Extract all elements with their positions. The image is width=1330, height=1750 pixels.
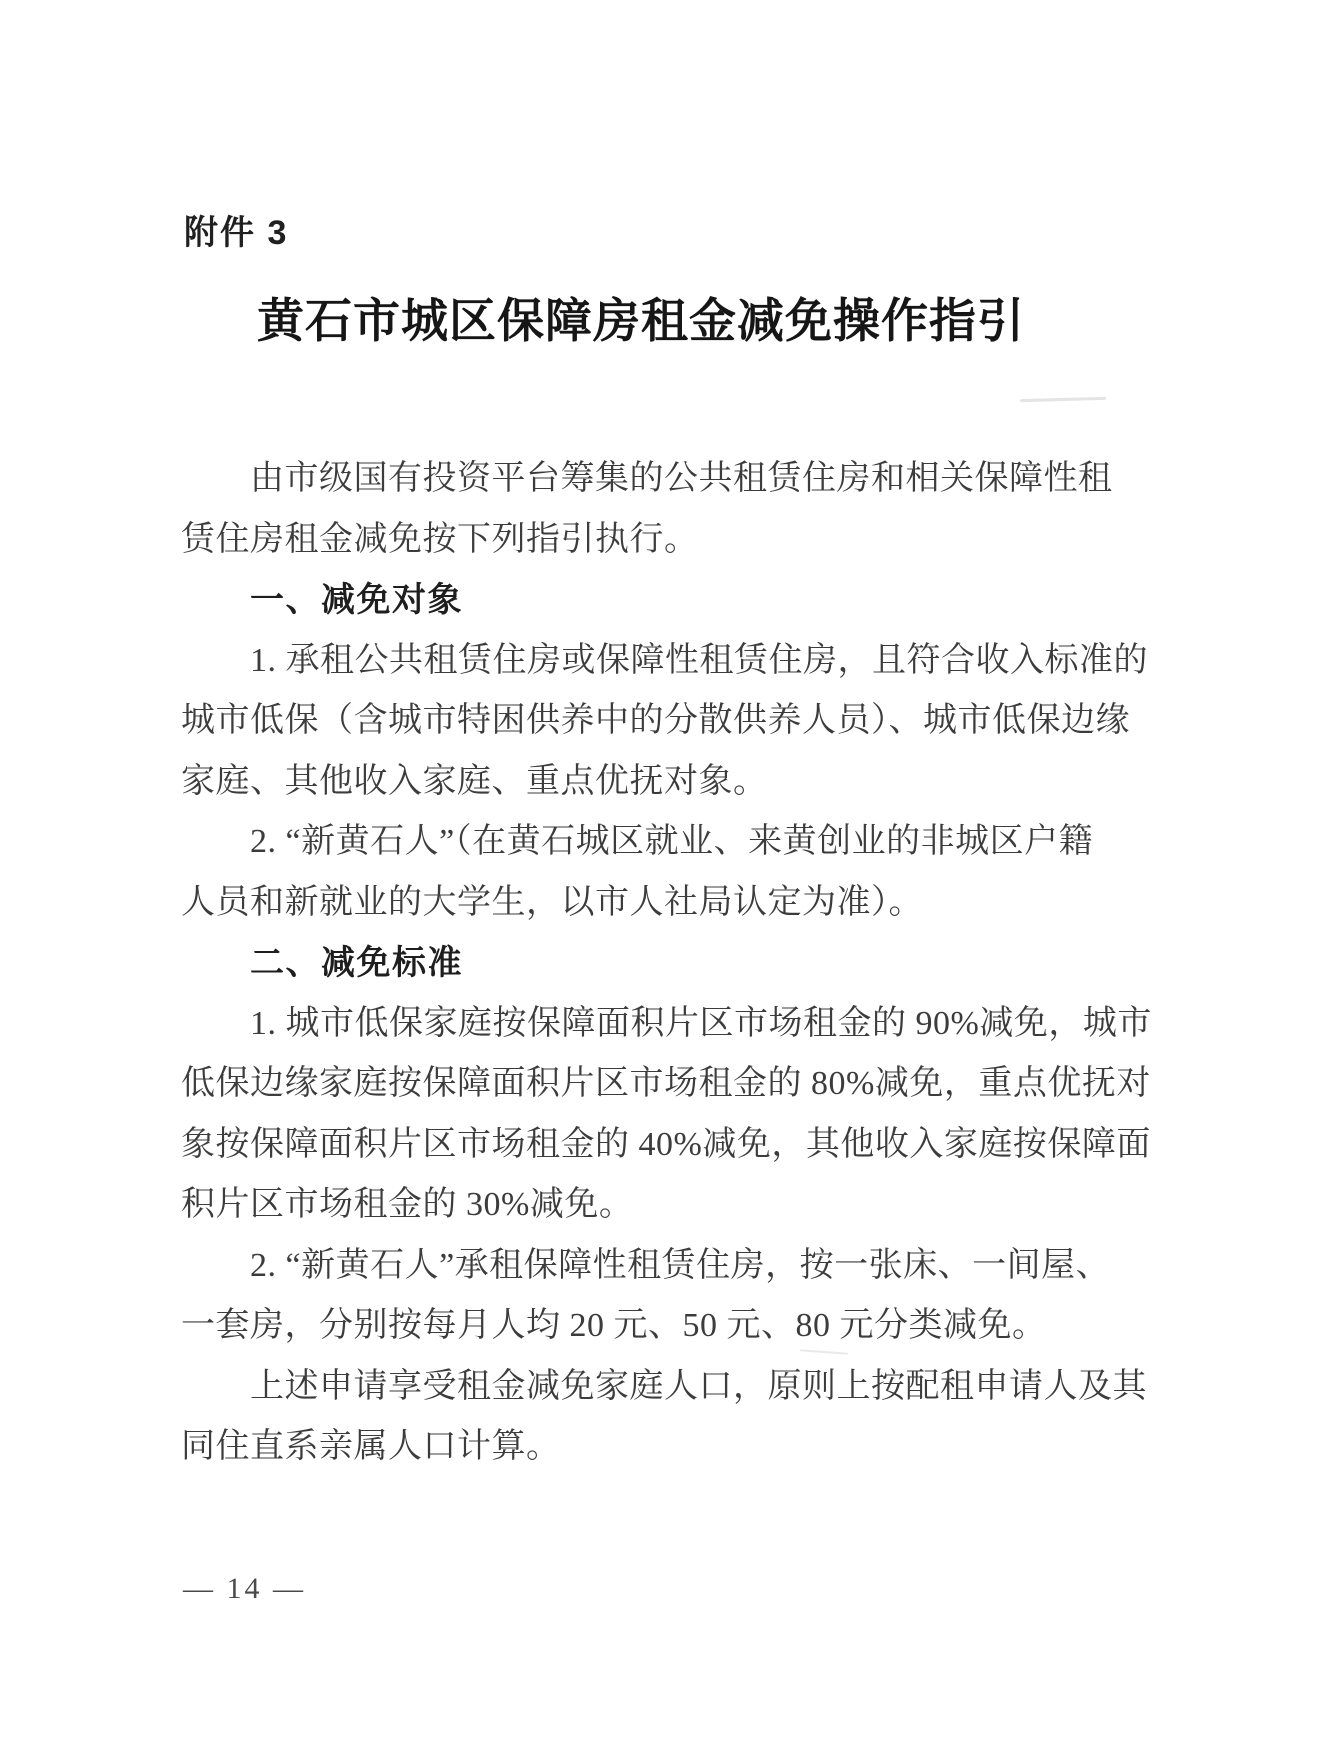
section-heading: 一、减免对象	[250, 581, 463, 619]
text-line: 由市级国有投资平台筹集的公共租赁住房和相关保障性租	[250, 460, 1113, 497]
page-number: — 14 —	[183, 1572, 306, 1605]
text-line: 赁住房租金减免按下列指引执行。	[181, 520, 699, 558]
text-line: 同住直系亲属人口计算。	[181, 1428, 561, 1465]
text-line: 家庭、其他收入家庭、重点优抚对象。	[181, 762, 768, 800]
text-line: 人员和新就业的大学生，以市人社局认定为准）。	[181, 883, 923, 921]
document-title: 黄石市城区保障房租金减免操作指引	[257, 296, 1025, 348]
section-heading: 二、减免标准	[250, 944, 463, 982]
scan-artifact	[1020, 397, 1106, 402]
text-line: 2. “新黄石人”承租保障性租赁住房，按一张床、一间屋、	[250, 1246, 1111, 1284]
text-line: 城市低保（含城市特困供养中的分散供养人员）、城市低保边缘	[181, 702, 1130, 739]
text-line: 1. 城市低保家庭按保障面积片区市场租金的 90%减免，城市	[250, 1004, 1152, 1042]
text-line: 积片区市场租金的 30%减免。	[181, 1186, 634, 1223]
text-line: 一套房，分别按每月人均 20 元、50 元、80 元分类减免。	[181, 1307, 1047, 1344]
text-line: 1. 承租公共租赁住房或保障性租赁住房，且符合收入标准的	[250, 641, 1148, 679]
text-line: 2. “新黄石人”（在黄石城区就业、来黄创业的非城区户籍	[250, 823, 1094, 860]
text-line: 象按保障面积片区市场租金的 40%减免，其他收入家庭按保障面	[181, 1125, 1151, 1163]
text-line: 上述申请享受租金减免家庭人口，原则上按配租申请人及其	[250, 1367, 1147, 1405]
body-text	[181, 449, 1152, 1478]
text-line: 低保边缘家庭按保障面积片区市场租金的 80%减免，重点优抚对	[181, 1065, 1151, 1102]
annex-label: 附件 3	[184, 214, 289, 252]
